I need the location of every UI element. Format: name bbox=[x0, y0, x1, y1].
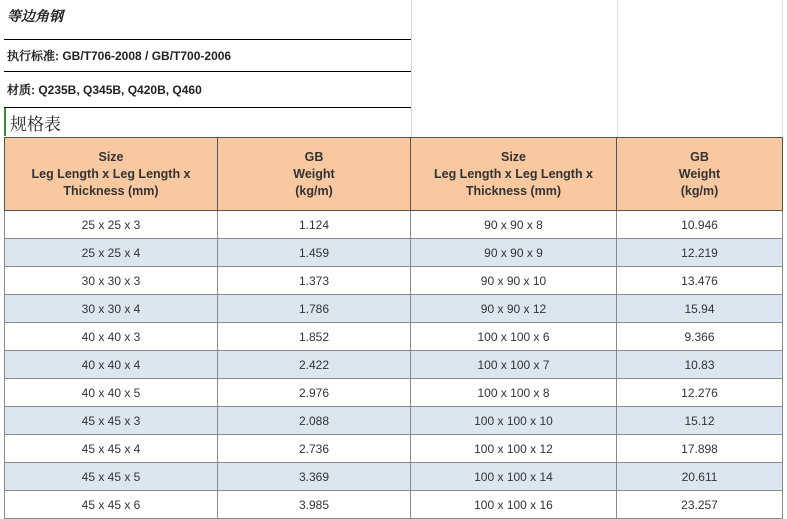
sheet-gridline bbox=[411, 0, 412, 137]
table-cell[interactable]: 9.366 bbox=[617, 323, 783, 351]
table-cell[interactable]: 40 x 40 x 3 bbox=[5, 323, 218, 351]
table-cell[interactable]: 12.219 bbox=[617, 239, 783, 267]
table-cell[interactable]: 2.976 bbox=[218, 379, 411, 407]
table-cell[interactable]: 40 x 40 x 4 bbox=[5, 351, 218, 379]
table-cell[interactable]: 45 x 45 x 4 bbox=[5, 435, 218, 463]
header-line: Leg Length x Leg Length x bbox=[31, 166, 191, 181]
table-cell[interactable]: 2.422 bbox=[218, 351, 411, 379]
header-line: Leg Length x Leg Length x bbox=[433, 166, 594, 181]
table-row bbox=[5, 211, 783, 239]
header-line: (kg/m) bbox=[680, 183, 719, 198]
table-row bbox=[5, 267, 783, 295]
header-line: GB bbox=[304, 149, 324, 164]
table-cell[interactable]: 10.83 bbox=[617, 351, 783, 379]
table-row bbox=[5, 323, 783, 351]
column-header-size[interactable] bbox=[5, 138, 218, 211]
table-row bbox=[5, 239, 783, 267]
page-title: 等边角钢 bbox=[4, 0, 411, 40]
table-cell[interactable]: 20.611 bbox=[617, 463, 783, 491]
table-row bbox=[5, 491, 783, 519]
table-cell[interactable]: 1.373 bbox=[218, 267, 411, 295]
header-line: Size bbox=[500, 149, 526, 164]
table-cell[interactable]: 12.276 bbox=[617, 379, 783, 407]
table-cell[interactable]: 45 x 45 x 3 bbox=[5, 407, 218, 435]
table-cell[interactable]: 13.476 bbox=[617, 267, 783, 295]
table-cell[interactable]: 100 x 100 x 10 bbox=[411, 407, 617, 435]
sheet-gridline bbox=[617, 0, 618, 137]
header-line: Thickness (mm) bbox=[63, 183, 159, 198]
table-cell[interactable]: 90 x 90 x 12 bbox=[411, 295, 617, 323]
header-line: GB bbox=[690, 149, 709, 164]
table-cell[interactable]: 45 x 45 x 5 bbox=[5, 463, 218, 491]
table-cell[interactable]: 23.257 bbox=[617, 491, 783, 519]
spec-table bbox=[4, 137, 783, 519]
table-cell[interactable]: 100 x 100 x 16 bbox=[411, 491, 617, 519]
standard-line: 执行标准: GB/T706-2008 / GB/T700-2006 bbox=[4, 40, 411, 72]
spec-table-title[interactable]: 规格表 bbox=[4, 108, 411, 136]
table-cell[interactable]: 30 x 30 x 3 bbox=[5, 267, 218, 295]
table-cell[interactable]: 2.736 bbox=[218, 435, 411, 463]
table-cell[interactable]: 2.088 bbox=[218, 407, 411, 435]
table-cell[interactable]: 100 x 100 x 14 bbox=[411, 463, 617, 491]
table-cell[interactable]: 3.369 bbox=[218, 463, 411, 491]
table-cell[interactable]: 25 x 25 x 3 bbox=[5, 211, 218, 239]
table-row bbox=[5, 435, 783, 463]
table-cell[interactable]: 17.898 bbox=[617, 435, 783, 463]
table-row bbox=[5, 351, 783, 379]
header-line: Weight bbox=[293, 166, 335, 181]
table-cell[interactable]: 3.985 bbox=[218, 491, 411, 519]
table-header-row bbox=[5, 138, 783, 211]
table-cell[interactable]: 1.124 bbox=[218, 211, 411, 239]
table-cell[interactable]: 10.946 bbox=[617, 211, 783, 239]
table-cell[interactable]: 90 x 90 x 10 bbox=[411, 267, 617, 295]
table-cell[interactable]: 1.786 bbox=[218, 295, 411, 323]
sheet-gridline bbox=[782, 0, 783, 137]
table-row bbox=[5, 295, 783, 323]
column-header-weight[interactable] bbox=[617, 138, 783, 211]
column-header-weight[interactable] bbox=[218, 138, 411, 211]
column-header-size[interactable] bbox=[411, 138, 617, 211]
table-cell[interactable]: 100 x 100 x 6 bbox=[411, 323, 617, 351]
table-row bbox=[5, 379, 783, 407]
header-line: Weight bbox=[678, 166, 721, 181]
header-line: Thickness (mm) bbox=[465, 183, 562, 198]
table-cell[interactable]: 25 x 25 x 4 bbox=[5, 239, 218, 267]
table-cell[interactable]: 45 x 45 x 6 bbox=[5, 491, 218, 519]
material-line: 材质: Q235B, Q345B, Q420B, Q460 bbox=[4, 72, 411, 108]
table-row bbox=[5, 407, 783, 435]
table-cell[interactable]: 100 x 100 x 12 bbox=[411, 435, 617, 463]
table-cell[interactable]: 90 x 90 x 8 bbox=[411, 211, 617, 239]
table-row bbox=[5, 463, 783, 491]
table-cell[interactable]: 100 x 100 x 8 bbox=[411, 379, 617, 407]
table-cell[interactable]: 30 x 30 x 4 bbox=[5, 295, 218, 323]
header-line: Size bbox=[98, 149, 124, 164]
table-cell[interactable]: 90 x 90 x 9 bbox=[411, 239, 617, 267]
table-cell[interactable]: 15.94 bbox=[617, 295, 783, 323]
table-cell[interactable]: 15.12 bbox=[617, 407, 783, 435]
table-cell[interactable]: 40 x 40 x 5 bbox=[5, 379, 218, 407]
header-line: (kg/m) bbox=[295, 183, 333, 198]
table-cell[interactable]: 100 x 100 x 7 bbox=[411, 351, 617, 379]
table-cell[interactable]: 1.852 bbox=[218, 323, 411, 351]
table-cell[interactable]: 1.459 bbox=[218, 239, 411, 267]
